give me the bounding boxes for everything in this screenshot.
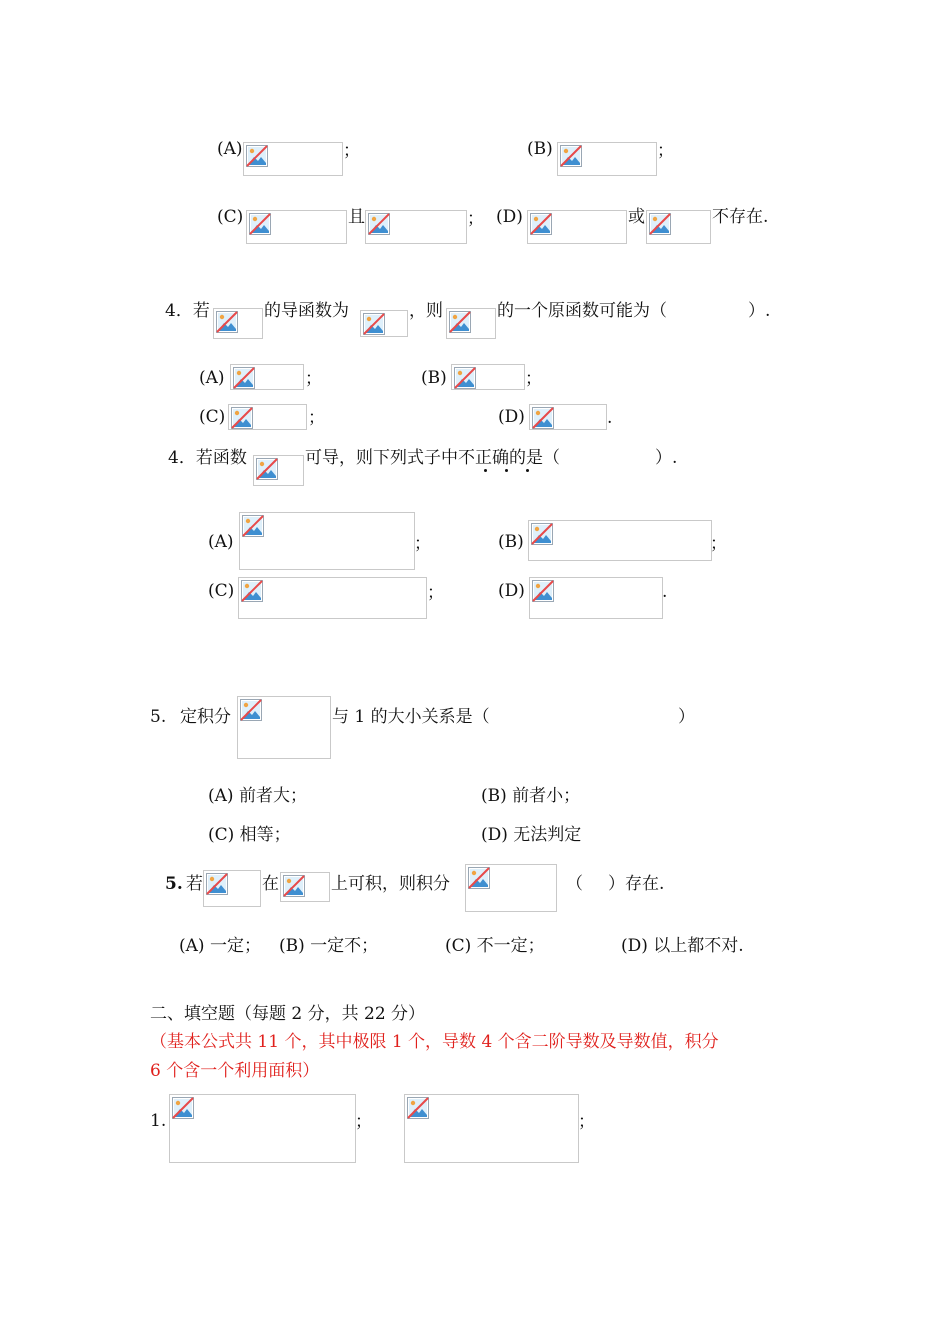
q4b-option-c-tail: ； <box>427 583 444 603</box>
q4a-option-c-label: (C) <box>199 407 226 427</box>
option-d-tail: 不存在. <box>712 207 769 227</box>
formula-image-icon <box>238 577 427 619</box>
formula-image-icon <box>228 404 307 430</box>
formula-image-icon <box>646 210 711 244</box>
formula-image-icon <box>239 512 415 570</box>
q4a-option-b-tail: ； <box>525 369 542 389</box>
q5b-option-a: (A) 一定； <box>179 936 261 956</box>
formula-image-icon <box>465 864 557 912</box>
formula-image-icon <box>169 1094 356 1163</box>
formula-image-icon <box>557 142 657 176</box>
formula-image-icon <box>280 872 330 902</box>
q5a-text-2: 与 1 的大小关系是（ <box>332 707 490 727</box>
option-a-tail: ； <box>343 141 360 161</box>
q4b-option-a-label: (A) <box>208 532 234 552</box>
q5a-option-d: (D) 无法判定 <box>481 825 582 845</box>
option-d-label: (D) <box>496 207 523 227</box>
q5b-text-4: （ <box>566 874 583 894</box>
section-title: 二、填空题（每题 2 分，共 22 分） <box>150 1004 426 1024</box>
fill-q1-tail: ； <box>578 1112 595 1132</box>
option-d-mid: 或 <box>628 207 645 227</box>
formula-image-icon <box>246 210 347 244</box>
q5b-text-5: ）存在. <box>608 874 665 894</box>
formula-image-icon <box>451 364 525 390</box>
q4b-option-b-tail: ； <box>710 534 727 554</box>
q5b-option-b: (B) 一定不； <box>279 936 379 956</box>
q4b-text-2: ）. <box>655 448 678 468</box>
formula-image-icon <box>243 142 343 176</box>
q4a-option-a-tail: ； <box>305 369 322 389</box>
emphasis-dot <box>484 469 487 472</box>
q4b-option-c-label: (C) <box>208 581 235 601</box>
q5b-number: 5. <box>165 874 183 894</box>
q4b-number: 4．若函数 <box>168 448 247 468</box>
option-a-label: (A) <box>217 139 243 159</box>
q4a-option-d-label: (D) <box>498 407 525 427</box>
q5a-option-a: (A) 前者大； <box>208 786 307 806</box>
q5b-option-c: (C) 不一定； <box>445 936 545 956</box>
option-c-label: (C) <box>217 207 244 227</box>
q4b-option-d-tail: . <box>662 582 668 602</box>
q5a-text-3: ） <box>678 707 695 727</box>
q5a-option-c: (C) 相等； <box>208 825 291 845</box>
formula-image-icon <box>529 577 663 619</box>
q5a-number: 5. <box>150 707 167 727</box>
emphasis-dot <box>526 469 529 472</box>
q4a-option-c-tail: ； <box>308 408 325 428</box>
formula-image-icon <box>253 455 304 486</box>
q5b-text-2: 在 <box>262 874 279 894</box>
option-b-label: (B) <box>527 139 553 159</box>
section-note-line-1: （基本公式共 11 个，其中极限 1 个，导数 4 个含二阶导数及导数值，积分 <box>150 1032 719 1052</box>
formula-image-icon <box>237 696 331 759</box>
fill-q1-separator: ； <box>355 1112 372 1132</box>
formula-image-icon <box>529 404 607 430</box>
q4a-text-1: 的导函数为 <box>264 301 349 321</box>
q4a-text-3: 的一个原函数可能为（ <box>497 301 667 321</box>
formula-image-icon <box>365 210 467 244</box>
q5b-text-1: 若 <box>186 874 203 894</box>
formula-image-icon <box>213 308 263 339</box>
option-c-mid: 且 <box>348 207 365 227</box>
formula-image-icon <box>527 210 627 244</box>
formula-image-icon <box>203 870 261 907</box>
q5a-text-1: 定积分 <box>180 707 231 727</box>
q4a-option-d-tail: . <box>607 408 613 428</box>
q4a-option-b-label: (B) <box>421 368 447 388</box>
emphasis-dot <box>505 469 508 472</box>
formula-image-icon <box>230 364 304 390</box>
formula-image-icon <box>360 310 408 337</box>
q4b-option-b-label: (B) <box>498 532 524 552</box>
q5a-option-b: (B) 前者小； <box>481 786 581 806</box>
q5b-text-3: 上可积，则积分 <box>331 874 450 894</box>
formula-image-icon <box>446 308 496 339</box>
q4a-text-2: ，则 <box>409 301 443 321</box>
q4b-option-d-label: (D) <box>498 581 525 601</box>
q4a-text-4: ）. <box>748 301 771 321</box>
q5b-option-d: (D) 以上都不对. <box>621 936 744 956</box>
q4a-number: 4．若 <box>165 301 210 321</box>
formula-image-icon <box>528 520 712 561</box>
option-c-tail: ； <box>467 209 484 229</box>
q4a-option-a-label: (A) <box>199 368 225 388</box>
q4b-option-a-tail: ； <box>414 534 431 554</box>
fill-q1-number: 1. <box>150 1111 167 1131</box>
q4b-text-1: 可导，则下列式子中不正确的是（ <box>305 448 560 468</box>
formula-image-icon <box>404 1094 579 1163</box>
section-note-line-2: 6 个含一个利用面积） <box>150 1061 320 1081</box>
option-b-tail: ； <box>657 141 674 161</box>
